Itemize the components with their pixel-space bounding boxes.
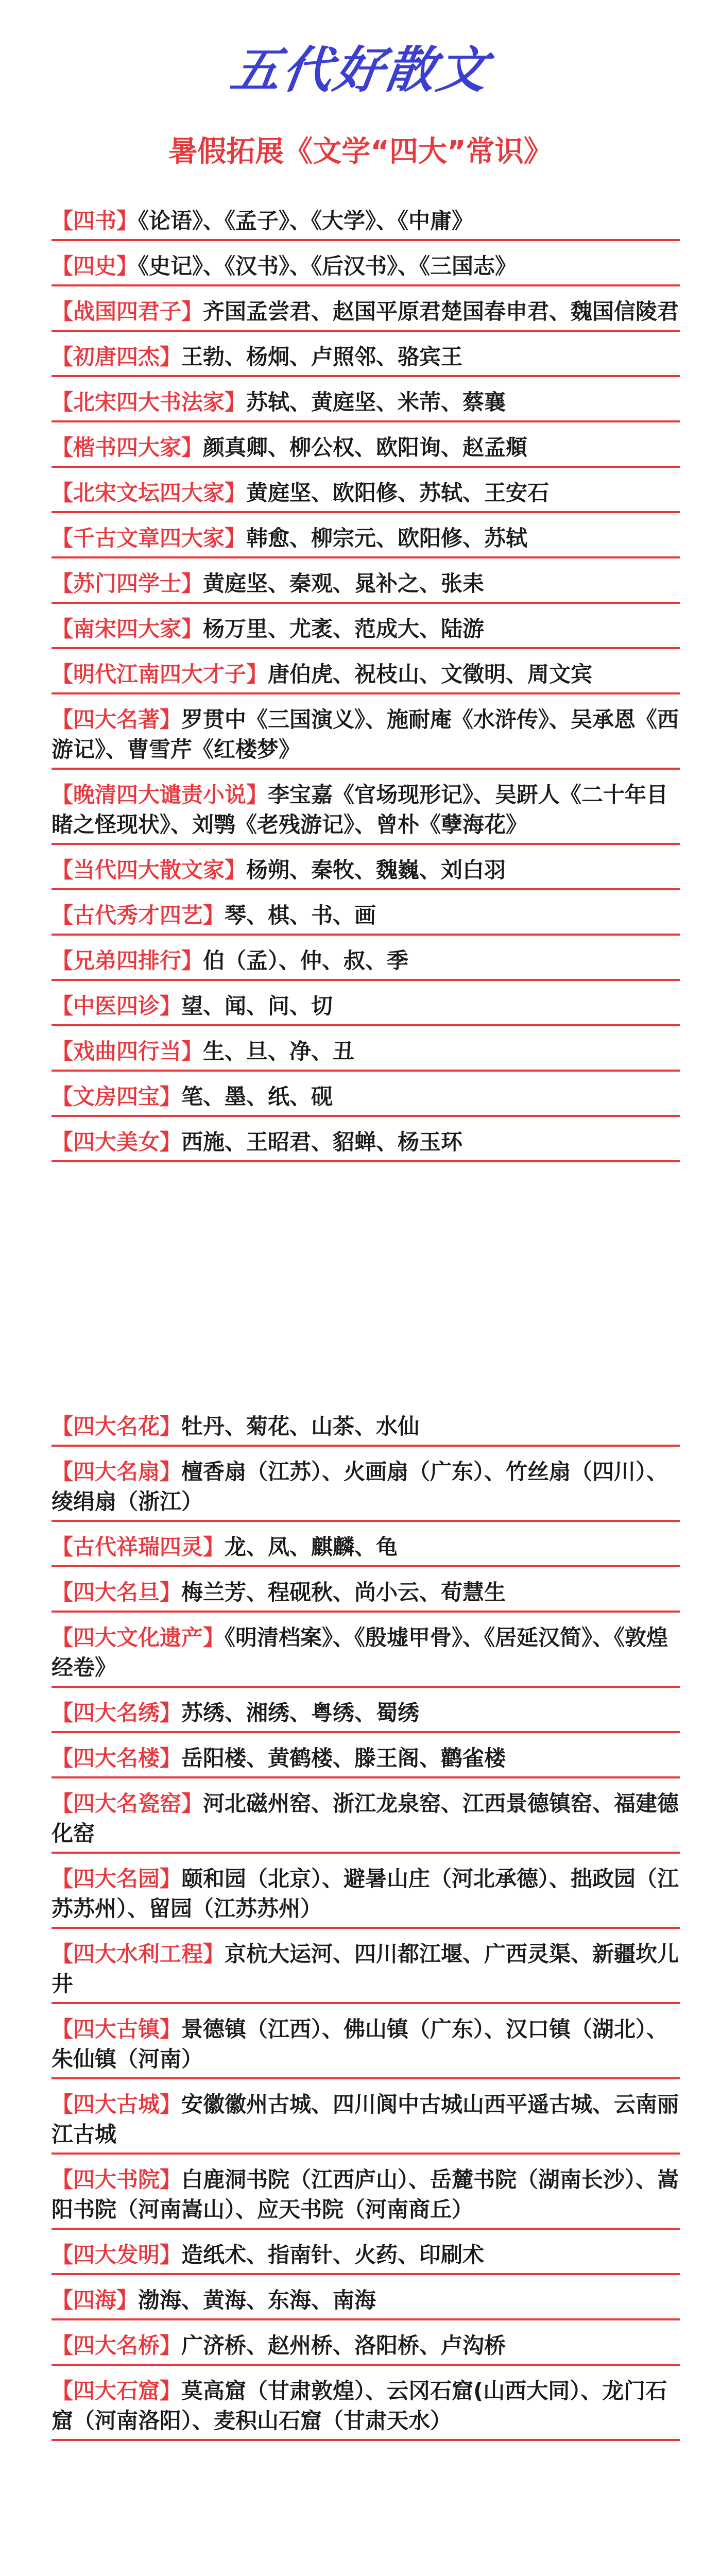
- item-category: 【北宋文坛四大家】: [52, 480, 247, 505]
- item-category: 【四大名绣】: [52, 1700, 182, 1725]
- list-item: [52, 1698, 680, 1737]
- list-item: [52, 1082, 680, 1121]
- item-category: 【千古文章四大家】: [52, 526, 247, 551]
- list-item: [52, 2014, 680, 2083]
- item-content: 《论语》、《孟子》、《大学》、《中庸》: [138, 208, 474, 233]
- item-category: 【四大名花】: [52, 1414, 182, 1439]
- list-item: [52, 1789, 680, 1858]
- item-content: 罗贯中《三国演义》、施耐庵《水浒传》、吴承恩《西游记》、曹雪芹《红楼梦》: [52, 707, 679, 762]
- list-item: [52, 433, 680, 472]
- list-item: [52, 991, 680, 1030]
- item-content: 齐国孟尝君、赵国平原君楚国春申君、魏国信陵君: [203, 299, 679, 324]
- list-item: [52, 1864, 680, 1933]
- item-category: 【四大古镇】: [52, 2016, 182, 2042]
- list-item: [52, 1532, 680, 1571]
- item-content: 牡丹、菊花、山茶、水仙: [181, 1414, 420, 1439]
- section-literature: [52, 206, 680, 1173]
- item-category: 【四大名楼】: [52, 1745, 182, 1771]
- brand-logo: 五代好散文: [227, 41, 493, 99]
- item-content: 莫高窟（甘肃敦煌）、云冈石窟(山西大同）、龙门石窟（河南洛阳）、麦积山石窟（甘肃天水）: [52, 2378, 667, 2433]
- item-content: 笔、墨、纸、砚: [181, 1084, 333, 1109]
- list-item: [52, 855, 680, 894]
- item-category: 【苏门四学士】: [52, 571, 203, 596]
- item-category: 【四大水利工程】: [52, 1941, 225, 1967]
- item-content: 韩愈、柳宗元、欧阳修、苏轼: [246, 526, 528, 551]
- item-category: 【晚清四大谴责小说】: [52, 782, 268, 807]
- list-item: [52, 2165, 680, 2234]
- item-content: 颜真卿、柳公权、欧阳询、赵孟頫: [203, 435, 528, 460]
- list-item: [52, 1743, 680, 1783]
- item-category: 【当代四大散文家】: [52, 857, 247, 883]
- item-category: 【兄弟四排行】: [52, 948, 203, 973]
- item-category: 【戏曲四行当】: [52, 1039, 203, 1064]
- list-item: [52, 2090, 680, 2159]
- list-item: [52, 206, 680, 245]
- item-content: 黄庭坚、秦观、晁补之、张耒: [203, 571, 485, 596]
- item-category: 【战国四君子】: [52, 299, 203, 324]
- page-title: 暑假拓展《文学“四大”常识》: [168, 135, 553, 168]
- item-content: 京杭大运河、四川都江堰、广西灵渠、新疆坎儿井: [52, 1941, 679, 1996]
- item-content: 望、闻、问、切: [181, 993, 333, 1019]
- list-item: [52, 387, 680, 427]
- list-item: [52, 251, 680, 291]
- item-category: 【四大名园】: [52, 1866, 182, 1891]
- item-content: 河北磁州窑、浙江龙泉窑、江西景德镇窑、福建德化窑: [52, 1791, 679, 1846]
- list-item: [52, 478, 680, 517]
- list-item: [52, 1623, 680, 1692]
- item-content: 景德镇（江西）、佛山镇（广东）、汉口镇（湖北）、朱仙镇（河南）: [52, 2016, 668, 2072]
- list-item: [52, 1127, 680, 1166]
- item-category: 【四大发明】: [52, 2242, 182, 2267]
- item-content: 岳阳楼、黄鹤楼、滕王阁、鹳雀楼: [181, 1745, 506, 1771]
- item-category: 【古代祥瑞四灵】: [52, 1534, 225, 1560]
- item-content: 李宝嘉《官场现形记》、吴趼人《二十年目睹之怪现状》、刘鹗《老残游记》、曾朴《孽海花》: [52, 782, 668, 837]
- list-item: [52, 2240, 680, 2279]
- item-content: 琴、棋、书、画: [225, 903, 376, 928]
- item-category: 【文房四宝】: [52, 1084, 182, 1109]
- item-content: 唐伯虎、祝枝山、文徵明、周文宾: [268, 662, 593, 687]
- item-category: 【楷书四大家】: [52, 435, 203, 460]
- item-category: 【四书】: [52, 208, 139, 233]
- list-item: [52, 1578, 680, 1617]
- item-category: 【四大名桥】: [52, 2333, 182, 2358]
- item-category: 【北宋四大书法家】: [52, 389, 247, 415]
- list-item: [52, 946, 680, 985]
- list-item: [52, 2376, 680, 2445]
- item-category: 【四大文化遗产】: [52, 1625, 225, 1650]
- item-category: 【初唐四杰】: [52, 344, 182, 369]
- item-content: 《史记》、《汉书》、《后汉书》、《三国志》: [138, 253, 517, 279]
- list-item: [52, 2331, 680, 2370]
- section-culture: [52, 1412, 680, 2451]
- item-content: 龙、凤、麒麟、龟: [225, 1534, 398, 1560]
- item-content: 造纸术、指南针、火药、印刷术: [181, 2242, 485, 2267]
- list-item: [52, 297, 680, 336]
- list-item: [52, 614, 680, 653]
- list-item: [52, 2285, 680, 2325]
- item-category: 【四大名旦】: [52, 1580, 182, 1605]
- item-content: 《明清档案》、《殷墟甲骨》、《居延汉简》、《敦煌经卷》: [52, 1625, 668, 1680]
- item-category: 【四大美女】: [52, 1129, 182, 1155]
- item-content: 梅兰芳、程砚秋、尚小云、荀慧生: [181, 1580, 506, 1605]
- item-content: 王勃、杨炯、卢照邻、骆宾王: [181, 344, 463, 369]
- item-content: 生、旦、净、丑: [203, 1039, 355, 1064]
- item-category: 【中医四诊】: [52, 993, 182, 1019]
- item-category: 【四史】: [52, 253, 139, 279]
- item-content: 广济桥、赵州桥、洛阳桥、卢沟桥: [181, 2333, 506, 2358]
- item-content: 西施、王昭君、貂蝉、杨玉环: [181, 1129, 463, 1155]
- list-item: [52, 342, 680, 381]
- list-item: [52, 569, 680, 608]
- item-content: 黄庭坚、欧阳修、苏轼、王安石: [246, 480, 550, 505]
- item-category: 【四大名瓷窑】: [52, 1791, 203, 1816]
- list-item: [52, 523, 680, 563]
- item-category: 【四海】: [52, 2287, 139, 2313]
- item-content: 颐和园（北京）、避暑山庄（河北承德）、拙政园（江苏苏州）、留园（江苏苏州）: [52, 1866, 679, 1921]
- item-content: 白鹿洞书院（江西庐山）、岳麓书院（湖南长沙）、嵩阳书院（河南嵩山）、应天书院（河南商丘）: [52, 2167, 679, 2222]
- item-category: 【四大石窟】: [52, 2378, 182, 2403]
- item-category: 【四大名扇】: [52, 1459, 182, 1484]
- item-content: 苏轼、黄庭坚、米芾、蔡襄: [246, 389, 506, 415]
- item-content: 安徽徽州古城、四川阆中古城山西平遥古城、云南丽江古城: [52, 2092, 679, 2147]
- item-category: 【古代秀才四艺】: [52, 903, 225, 928]
- list-item: [52, 659, 680, 699]
- item-content: 伯（孟）、仲、叔、季: [203, 948, 409, 973]
- item-category: 【明代江南四大才子】: [52, 662, 268, 687]
- list-item: [52, 1412, 680, 1451]
- list-item: [52, 1037, 680, 1076]
- list-item: [52, 780, 680, 849]
- list-item: [52, 1457, 680, 1526]
- item-category: 【四大名著】: [52, 707, 182, 732]
- item-category: 【四大古城】: [52, 2092, 182, 2117]
- list-item: [52, 705, 680, 774]
- list-item: [52, 901, 680, 940]
- item-content: 杨万里、尤袤、范成大、陆游: [203, 616, 485, 641]
- item-content: 渤海、黄海、东海、南海: [138, 2287, 376, 2313]
- item-category: 【南宋四大家】: [52, 616, 203, 641]
- item-content: 杨朔、秦牧、魏巍、刘白羽: [246, 857, 506, 883]
- item-content: 檀香扇（江苏）、火画扇（广东）、竹丝扇（四川）、绫绢扇（浙江）: [52, 1459, 668, 1514]
- item-content: 苏绣、湘绣、粤绣、蜀绣: [181, 1700, 420, 1725]
- list-item: [52, 1939, 680, 2008]
- item-category: 【四大书院】: [52, 2167, 182, 2192]
